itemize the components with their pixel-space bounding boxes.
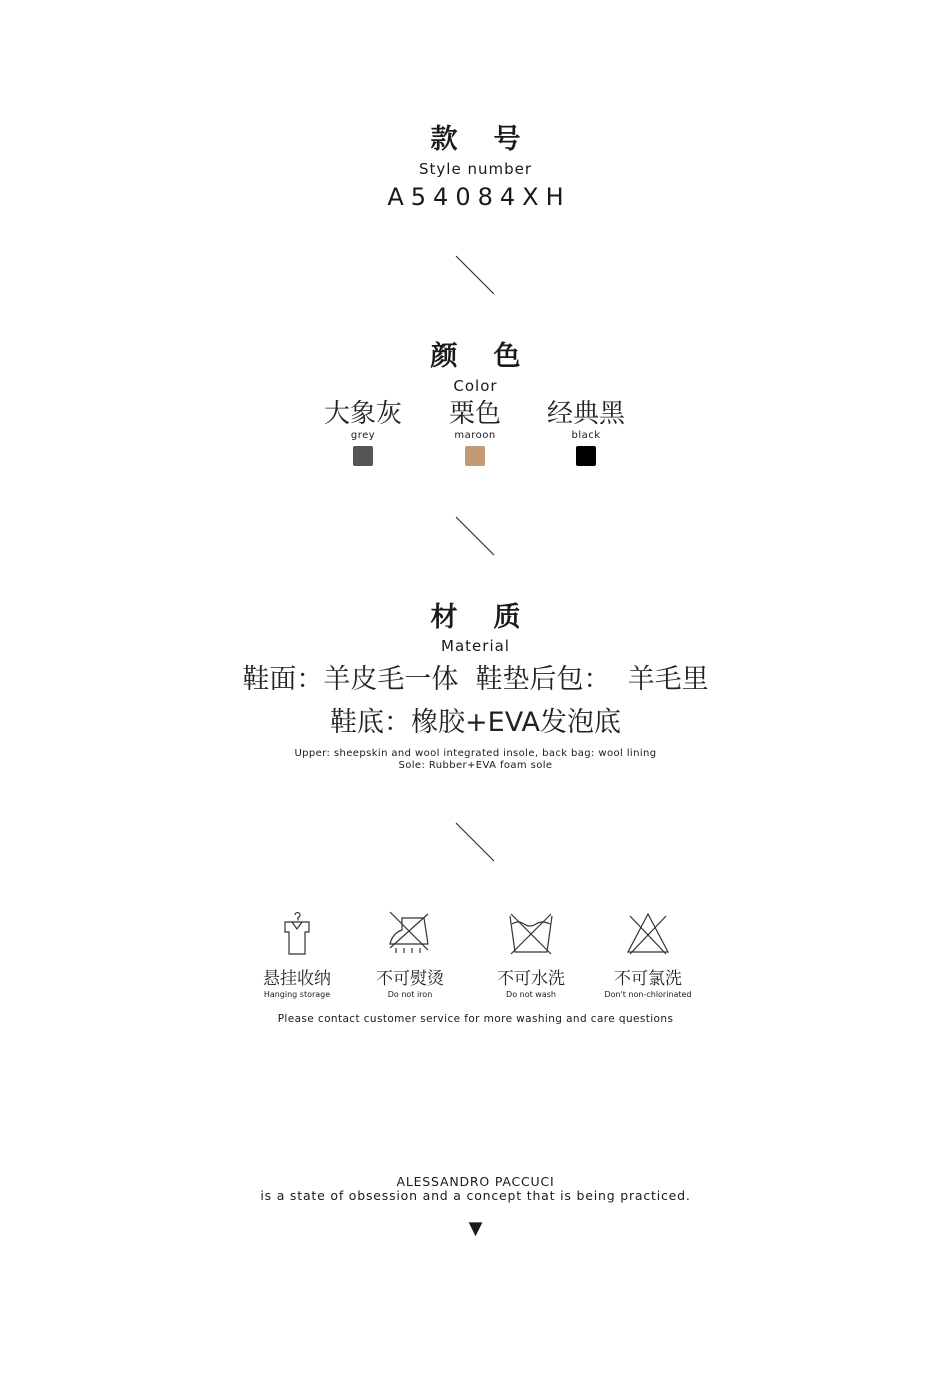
hanging-storage-icon [271, 908, 323, 960]
material-line-sole: 鞋底：橡胶+EVA发泡底 [330, 707, 621, 738]
divider-slash [455, 255, 497, 297]
care-label-en: Don't non-chlorinated [604, 990, 692, 999]
style-heading-en: Style number [419, 160, 532, 178]
material-en-upper: Upper: sheepskin and wool integrated insole, back bag: wool lining [294, 748, 657, 759]
care-item-wash [471, 908, 591, 1000]
care-item-iron [350, 908, 470, 1000]
do-not-iron-icon [384, 908, 436, 960]
style-heading-cn: 款号 [430, 124, 557, 155]
color-option-black [526, 398, 646, 466]
color-label-en: black [571, 430, 601, 441]
brand-name: ALESSANDRO PACCUCI [396, 1174, 555, 1189]
color-heading-en: Color [453, 377, 498, 395]
do-not-wash-icon [505, 908, 557, 960]
color-label-en: grey [350, 430, 376, 441]
color-option-maroon [415, 398, 535, 466]
material-heading-en: Material [441, 637, 510, 655]
material-line-upper: 鞋面：羊皮毛一体 鞋垫后包： 羊毛里 [242, 664, 709, 695]
care-label-en: Hanging storage [263, 990, 331, 999]
care-item-hanging [237, 908, 357, 1000]
color-label-cn: 大象灰 [323, 399, 402, 429]
care-label-cn: 不可熨烫 [376, 969, 444, 989]
care-label-en: Do not wash [506, 990, 556, 999]
color-swatch-black [576, 446, 596, 466]
color-option-grey [303, 398, 423, 466]
care-label-cn: 悬挂收纳 [263, 969, 331, 989]
down-arrow-icon: ▼ [468, 1218, 483, 1239]
material-heading-cn: 材质 [430, 602, 557, 633]
color-label-cn: 栗色 [448, 399, 501, 429]
divider-slash [455, 822, 497, 864]
care-label-en: Do not iron [387, 990, 433, 999]
color-label-cn: 经典黑 [546, 399, 625, 429]
color-heading-cn: 颜色 [430, 341, 557, 372]
divider-slash [455, 516, 497, 558]
style-code: A54084XH [387, 183, 571, 211]
color-label-en: maroon [454, 430, 496, 441]
care-label-cn: 不可氯洗 [614, 969, 682, 989]
do-not-bleach-icon [622, 908, 674, 960]
care-note: Please contact customer service for more washing and care questions [277, 1013, 674, 1025]
brand-tagline: is a state of obsession and a concept that is being practiced. [260, 1188, 691, 1203]
material-en-sole: Sole: Rubber+EVA foam sole [398, 760, 553, 771]
color-swatch-grey [353, 446, 373, 466]
care-item-bleach [588, 908, 708, 1000]
care-label-cn: 不可水洗 [497, 969, 565, 989]
color-swatch-maroon [465, 446, 485, 466]
